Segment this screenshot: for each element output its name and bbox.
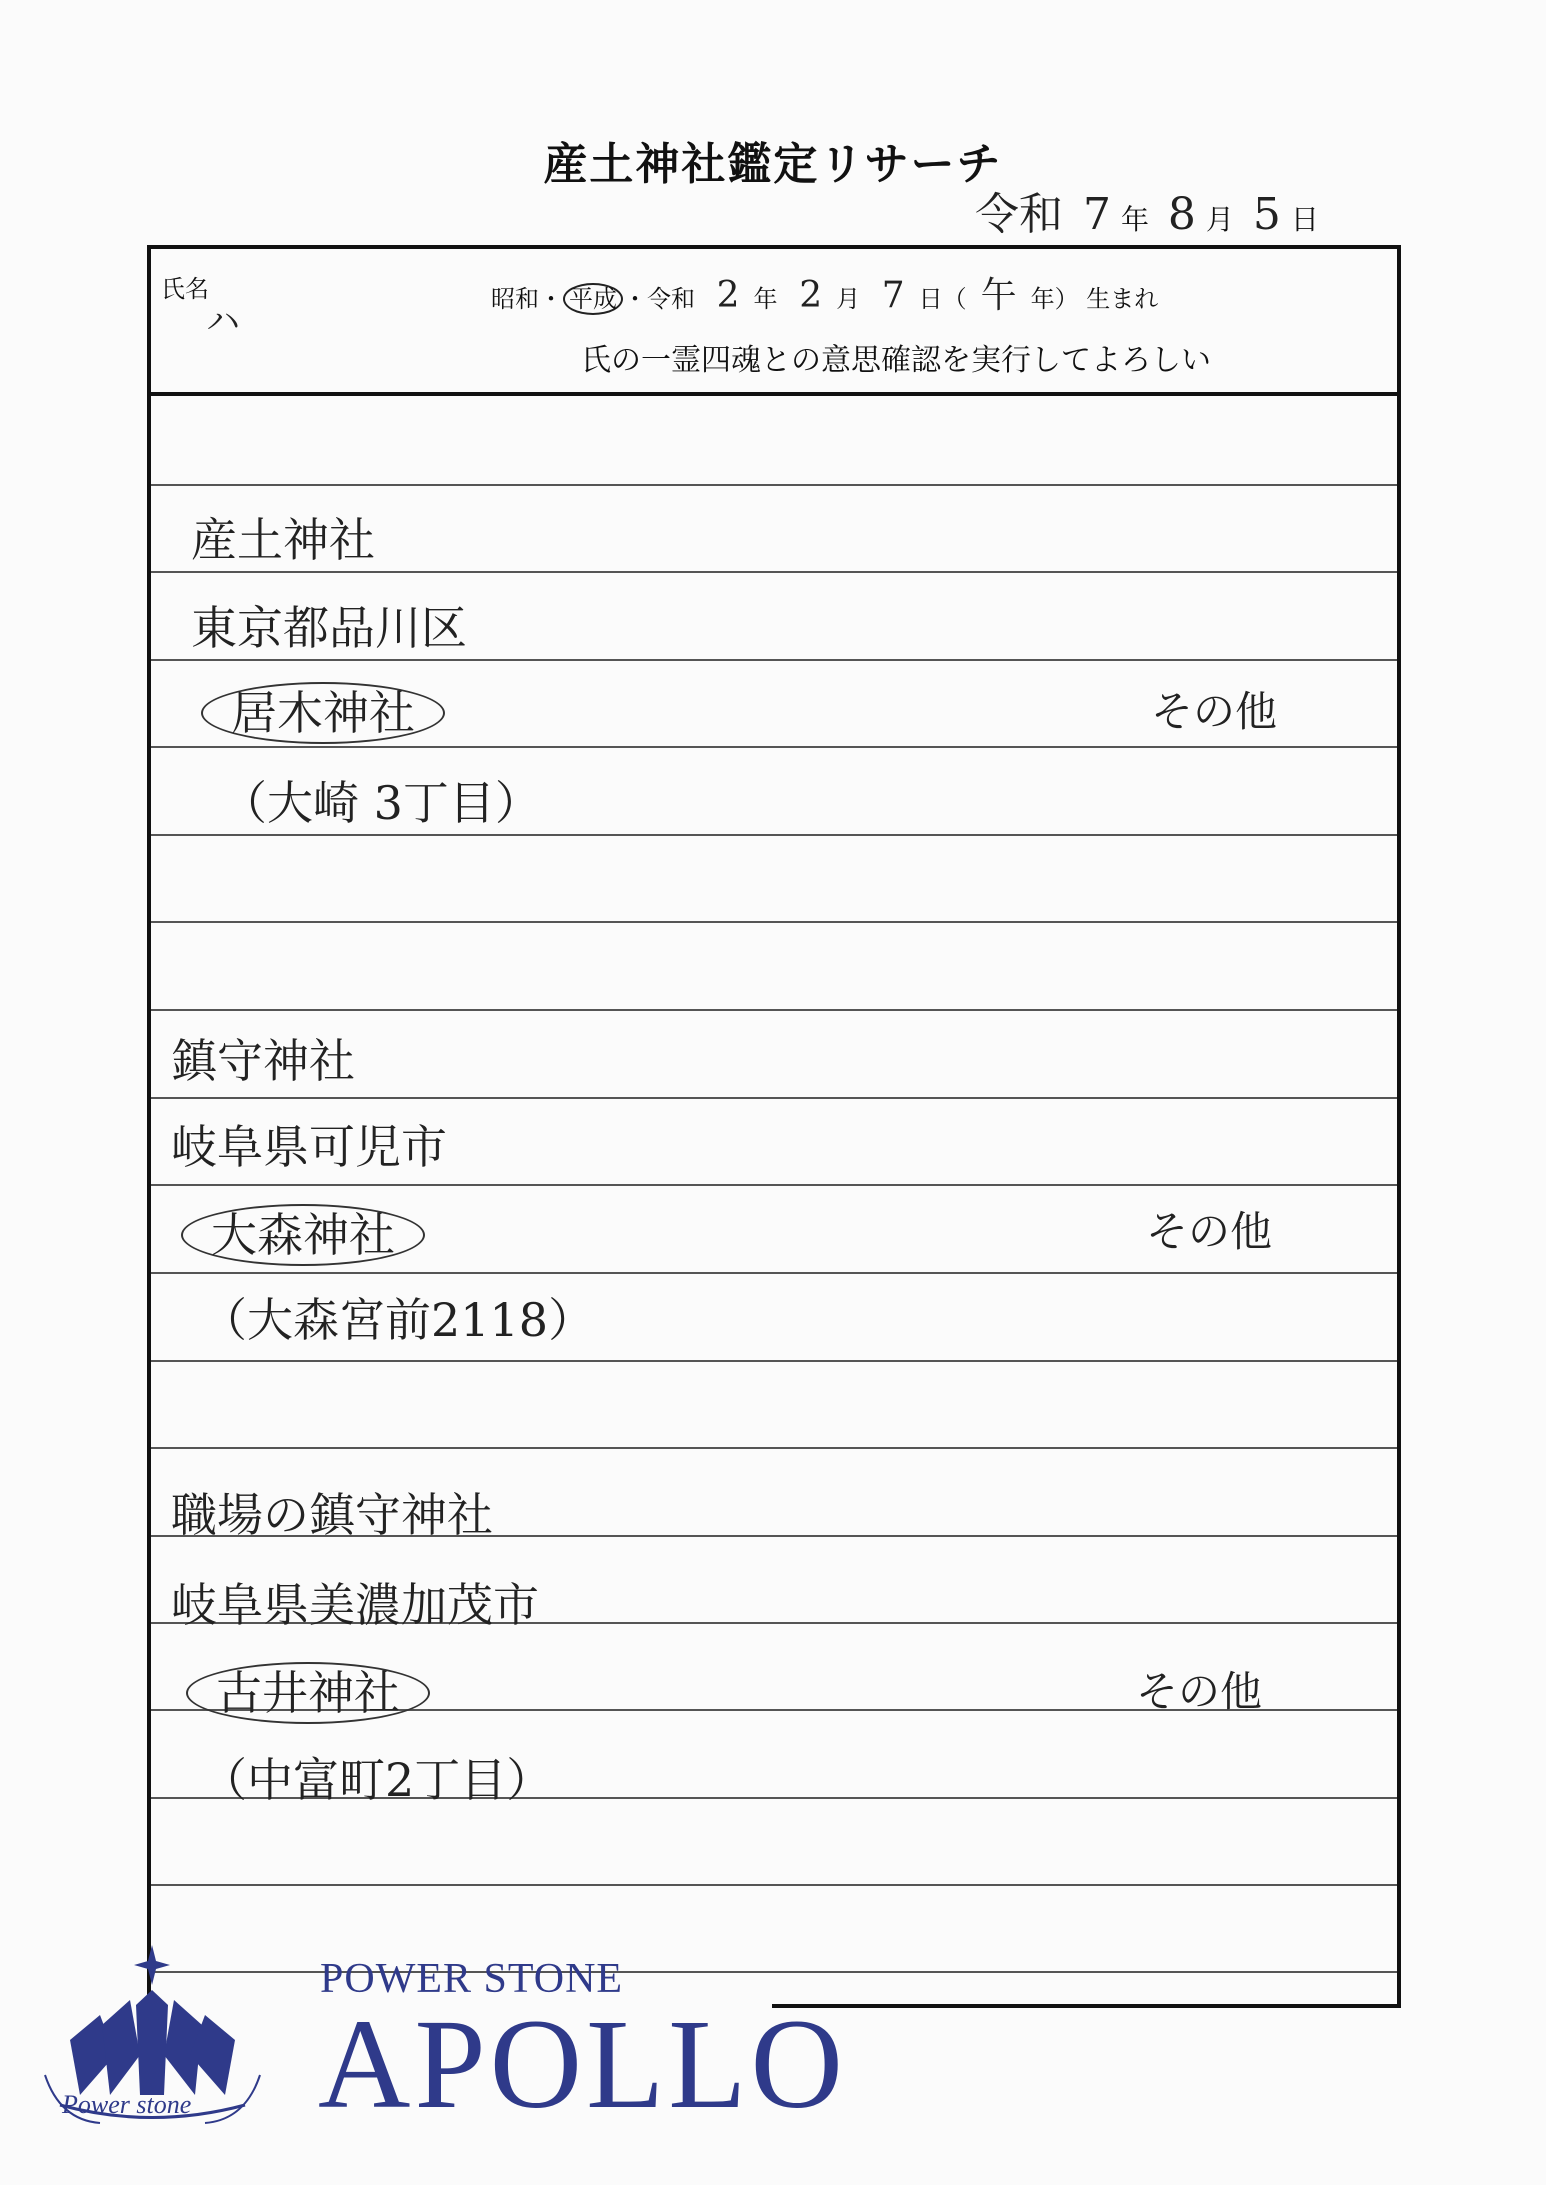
research-form — [147, 245, 1401, 2005]
entry-location: 東京都品川区 — [191, 601, 467, 655]
ruled-line — [151, 746, 1397, 748]
date-era: 令和 — [975, 189, 1063, 240]
zodiac-value: 午 — [980, 275, 1017, 316]
ruled-line — [151, 1009, 1397, 1011]
entry-shrine-circled: 大森神社 — [181, 1204, 425, 1266]
consent-text: 氏の一霊四魂との意思確認を実行してよろしい — [581, 343, 1211, 378]
ruled-line — [151, 484, 1397, 486]
entry-location: 岐阜県可児市 — [171, 1120, 447, 1174]
date-day-unit: 日 — [1290, 203, 1319, 236]
ruled-line — [151, 921, 1397, 923]
entry-heading: 鎮守神社 — [171, 1034, 355, 1088]
name-label: 氏名 — [161, 275, 209, 303]
born-label: 生まれ — [1086, 285, 1159, 313]
ruled-line — [151, 1447, 1397, 1449]
entry-note: その他 — [1151, 687, 1278, 736]
ruled-line — [151, 1884, 1397, 1886]
ruled-line — [151, 571, 1397, 573]
logo-line1: POWER STONE — [320, 1956, 624, 2002]
logo-tagline: Power stone — [62, 2090, 192, 2119]
birth-month-unit: 月 — [836, 285, 861, 313]
entry-note: その他 — [1136, 1667, 1263, 1716]
ruled-line — [151, 659, 1397, 661]
ruled-line — [151, 1184, 1397, 1186]
form-bottom-border — [772, 2004, 1401, 2008]
ruled-line — [151, 1097, 1397, 1099]
era-separator: ・ — [539, 285, 563, 313]
date-year-unit: 年 — [1121, 203, 1150, 236]
era-heisei-circled: 平成 — [563, 283, 623, 315]
entry-heading: 産土神社 — [191, 513, 375, 567]
era-showa: 昭和 — [491, 285, 539, 313]
entry-address: （大森宮前2118） — [201, 1293, 595, 1347]
entry-address: （大崎 3丁目） — [221, 776, 541, 830]
page-title: 産土神社鑑定リサーチ — [543, 139, 1003, 190]
entry-note: その他 — [1146, 1207, 1273, 1256]
birth-date-row — [491, 267, 1158, 318]
birth-year-unit: 年 — [753, 285, 778, 313]
entry-heading: 職場の鎮守神社 — [171, 1488, 493, 1542]
era-separator: ・ — [623, 285, 647, 313]
header-divider — [151, 392, 1397, 396]
date-month: 8 — [1167, 189, 1196, 240]
era-reiwa: 令和 — [647, 285, 695, 313]
ruled-line — [151, 1272, 1397, 1274]
entry-location: 岐阜県美濃加茂市 — [171, 1578, 539, 1632]
birth-day-unit: 日 — [918, 285, 943, 313]
date-month-unit: 月 — [1205, 203, 1234, 236]
birth-month: 2 — [799, 275, 823, 316]
ruled-line — [151, 1360, 1397, 1362]
zodiac-open: （ — [942, 285, 967, 313]
name-value: ハ — [206, 302, 240, 342]
date-day: 5 — [1252, 189, 1281, 240]
ruled-line — [151, 834, 1397, 836]
entry-shrine-circled: 古井神社 — [186, 1662, 430, 1724]
entry-address: （中富町2丁目） — [201, 1753, 553, 1807]
date-year: 7 — [1083, 189, 1111, 240]
entry-shrine-circled: 居木神社 — [201, 682, 445, 744]
birth-day: 7 — [881, 275, 905, 316]
birth-year: 2 — [716, 275, 740, 316]
document-date — [965, 178, 1319, 242]
zodiac-unit: 年） — [1030, 285, 1079, 313]
logo-line2: APOLLO — [318, 1993, 847, 2135]
